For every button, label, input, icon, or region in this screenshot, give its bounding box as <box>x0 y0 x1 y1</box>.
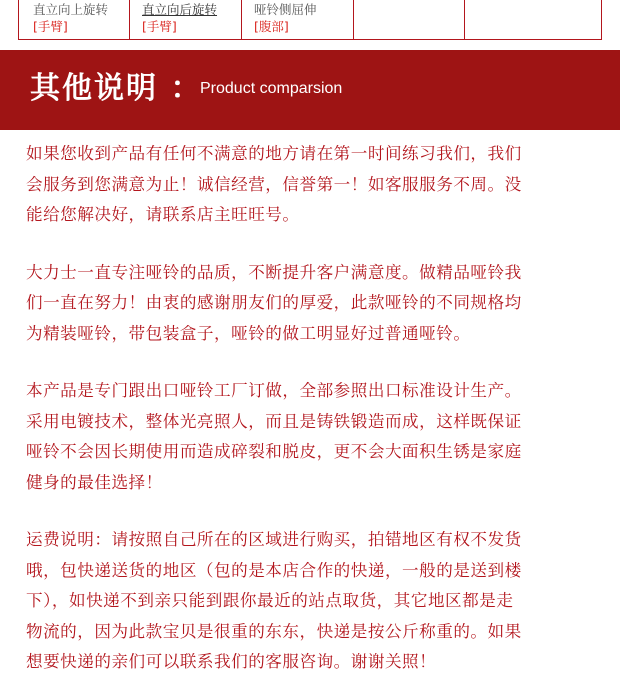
table-cell <box>19 0 130 39</box>
paragraph-manufacturing <box>26 376 592 498</box>
text-line: 物流的，因为此款宝贝是很重的东东，快递是按公斤称重的。如果 <box>26 621 522 641</box>
section-title: 其他说明 ： <box>30 71 203 106</box>
text-line: 下），如快递不到亲只能到跟你最近的站点取货，其它地区都是走 <box>26 591 514 610</box>
text-line: 能给您解决好，请联系店主旺旺号。 <box>26 205 300 224</box>
text-line: 想要快递的亲们可以联系我们的客服咨询。谢谢关照！ <box>26 652 437 671</box>
text-line: 采用电镀技术，整体光亮照人，而且是铸铁锻造而成，这样既保证 <box>26 411 522 431</box>
paragraph-quality <box>26 258 592 350</box>
text-line: 哑铃不会因长期使用而造成碎裂和脱皮，更不会大面积生锈是家庭 <box>26 442 522 461</box>
table-cell <box>465 0 601 39</box>
text-line: 们一直在努力！由衷的感谢朋友们的厚爱，此款哑铃的不同规格均 <box>26 293 522 312</box>
section-header <box>0 50 620 130</box>
text-line: 健身的最佳选择！ <box>26 472 163 492</box>
text-line: 为精装哑铃，带包装盒子，哑铃的做工明显好过普通哑铃。 <box>26 323 471 343</box>
section-subtitle: Product comparsion <box>200 80 343 97</box>
paragraph-shipping <box>26 525 592 678</box>
table-cell <box>130 0 242 39</box>
text-line: 如果您收到产品有任何不满意的地方请在第一时间练习我们，我们 <box>26 144 522 163</box>
exercise-name: 直立向上旋转 <box>33 2 109 17</box>
text-line: 会服务到您满意为止！诚信经营，信誉第一！如客服服务不周。没 <box>26 174 522 194</box>
text-line: 大力士一直专注哑铃的品质，不断提升客户满意度。做精品哑铃我 <box>26 262 522 282</box>
comparison-table <box>18 0 602 40</box>
paragraph-service <box>26 139 592 231</box>
exercise-name: 直立向后旋转 <box>142 2 218 17</box>
exercise-tag: [手臂] <box>142 19 177 34</box>
comparison-table-strip <box>0 0 620 50</box>
exercise-name: 哑铃侧屈伸 <box>254 2 317 17</box>
text-line: 运费说明：请按照自己所在的区域进行购买，拍错地区有权不发货 <box>26 530 522 549</box>
table-cell <box>242 0 354 39</box>
description-body <box>0 130 620 678</box>
text-line: 哦，包快递送货的地区（包的是本店合作的快递，一般的是送到楼 <box>26 560 522 580</box>
exercise-tag: [手臂] <box>33 19 68 34</box>
text-line: 本产品是专门跟出口哑铃工厂订做，全部参照出口标准设计生产。 <box>26 381 522 400</box>
exercise-tag: [腹部] <box>254 19 289 34</box>
table-cell <box>354 0 465 39</box>
